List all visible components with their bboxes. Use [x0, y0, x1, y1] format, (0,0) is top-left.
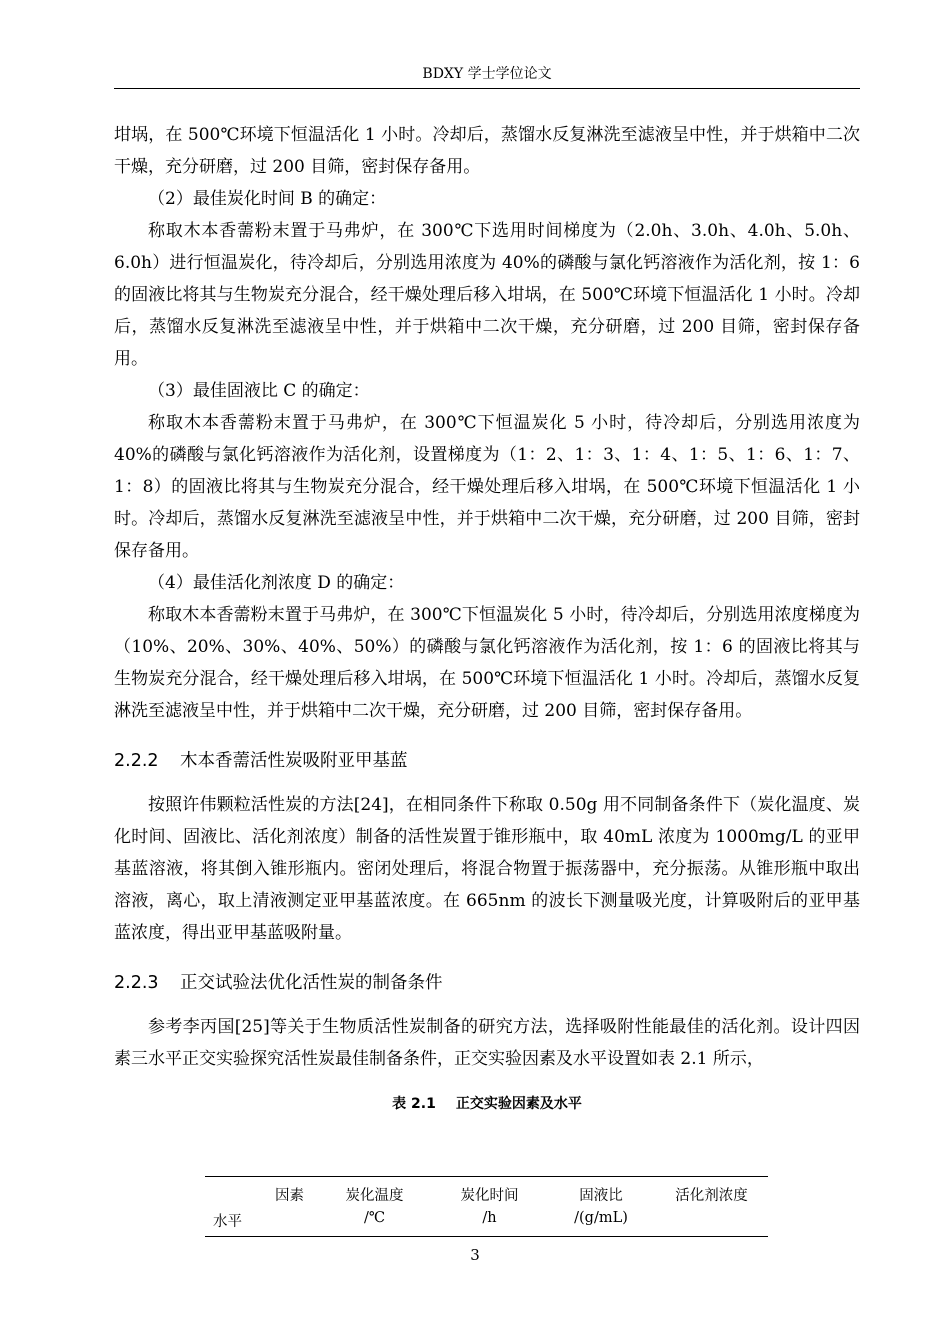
- table-header-row: [205, 1177, 768, 1235]
- column-unit: /(g/mL): [574, 1210, 628, 1226]
- table-mid-rule: [205, 1236, 768, 1237]
- table-corner-cell: [205, 1177, 317, 1235]
- section-number: 2.2.3: [114, 973, 159, 993]
- paragraph-step-b: 称取木本香薷粉末置于马弗炉，在 300℃下选用时间梯度为（2.0h、3.0h、4.0h、5.0h、6.0h）进行恒温炭化，待冷却后，分别选用浓度为 40%的磷酸与氯化钙溶液作为活化剂，按 1：6 的固液比将其与生物炭充分混合，经干燥处理后移入坩埚，在 500℃环境下恒温活化 1 小时。冷却后，蒸馏水反复淋洗至滤液呈中性，并于烘箱中二次干燥，充分研磨，过 200 目筛，密封保存备用。: [114, 221, 860, 369]
- corner-level-label: 水平: [213, 1214, 242, 1230]
- running-header: BDXY 学士学位论文: [422, 66, 552, 82]
- column-name: 活化剂浓度: [675, 1188, 748, 1204]
- section-title: 木本香薷活性炭吸附亚甲基蓝: [180, 751, 408, 771]
- paragraph-section-2-2-3: 参考李丙国[25]等关于生物质活性炭制备的研究方法，选择吸附性能最佳的活化剂。设计四因素三水平正交实验探究活性炭最佳制备条件，正交实验因素及水平设置如表 2.1 所示，: [114, 1017, 860, 1069]
- section-heading-2-2-3: [114, 967, 860, 999]
- paragraph-section-2-2-2: 按照许伟颗粒活性炭的方法[24]，在相同条件下称取 0.50g 用不同制备条件下（炭化温度、炭化时间、固液比、活化剂浓度）制备的活性炭置于锥形瓶中，取 40mL 浓度为 1000mg/L 的亚甲基蓝溶液，将其倒入锥形瓶内。密闭处理后，将混合物置于振荡器中，充分振荡。从锥形瓶中取出溶液，离心，取上清液测定亚甲基蓝浓度。在 665nm 的波长下测量吸光度，计算吸附后的亚甲基蓝浓度，得出亚甲基蓝吸附量。: [114, 795, 860, 943]
- step-label-c: （3）最佳固液比 C 的确定：: [148, 381, 370, 401]
- paragraph-step-d: 称取木本香薷粉末置于马弗炉，在 300℃下恒温炭化 5 小时，待冷却后，分别选用浓度梯度为（10%、20%、30%、40%、50%）的磷酸与氯化钙溶液作为活化剂，按 1：6 的固液比将其与生物炭充分混合，经干燥处理后移入坩埚，在 500℃环境下恒温活化 1 小时。冷却后，蒸馏水反复淋洗至滤液呈中性，并于烘箱中二次干燥，充分研磨，过 200 目筛，密封保存备用。: [114, 605, 860, 721]
- column-header-solid-liquid-ratio: [547, 1177, 655, 1235]
- table-caption-title: 正交实验因素及水平: [455, 1096, 582, 1112]
- page-body: [114, 119, 860, 1115]
- column-name: 炭化时间: [460, 1188, 519, 1204]
- column-unit: /℃: [363, 1210, 386, 1226]
- section-title: 正交试验法优化活性炭的制备条件: [180, 973, 443, 993]
- column-name: 炭化温度: [345, 1188, 404, 1204]
- section-heading-2-2-2: [114, 745, 860, 777]
- corner-factor-label: 因素: [275, 1188, 304, 1204]
- table-caption-number: 表 2.1: [392, 1096, 436, 1112]
- column-unit: /h: [482, 1210, 497, 1226]
- column-header-time: [432, 1177, 547, 1235]
- column-header-activator-concentration: [655, 1177, 768, 1235]
- step-label-d: （4）最佳活化剂浓度 D 的确定：: [148, 573, 405, 593]
- step-label-b: （2）最佳炭化时间 B 的确定：: [148, 189, 387, 209]
- column-name: 固液比: [579, 1188, 623, 1204]
- header-rule: [114, 88, 860, 89]
- orthogonal-factors-table: [205, 1176, 768, 1235]
- paragraph-step-c: 称取木本香薷粉末置于马弗炉，在 300℃下恒温炭化 5 小时，待冷却后，分别选用浓度为 40%的磷酸与氯化钙溶液作为活化剂，设置梯度为（1：2、1：3、1：4、1：5、1：6、1：7、1：8）的固液比将其与生物炭充分混合，经干燥处理后移入坩埚，在 500℃环境下恒温活化 1 小时。冷却后，蒸馏水反复淋洗至滤液呈中性，并于烘箱中二次干燥，充分研磨，过 200 目筛，密封保存备用。: [114, 413, 860, 561]
- table-caption: [114, 1093, 860, 1115]
- paragraph-continued: 坩埚，在 500℃环境下恒温活化 1 小时。冷却后，蒸馏水反复淋洗至滤液呈中性，并于烘箱中二次干燥，充分研磨，过 200 目筛，密封保存备用。: [114, 125, 860, 177]
- page-number: 3: [470, 1246, 480, 1264]
- column-header-temperature: [317, 1177, 432, 1235]
- section-number: 2.2.2: [114, 751, 159, 771]
